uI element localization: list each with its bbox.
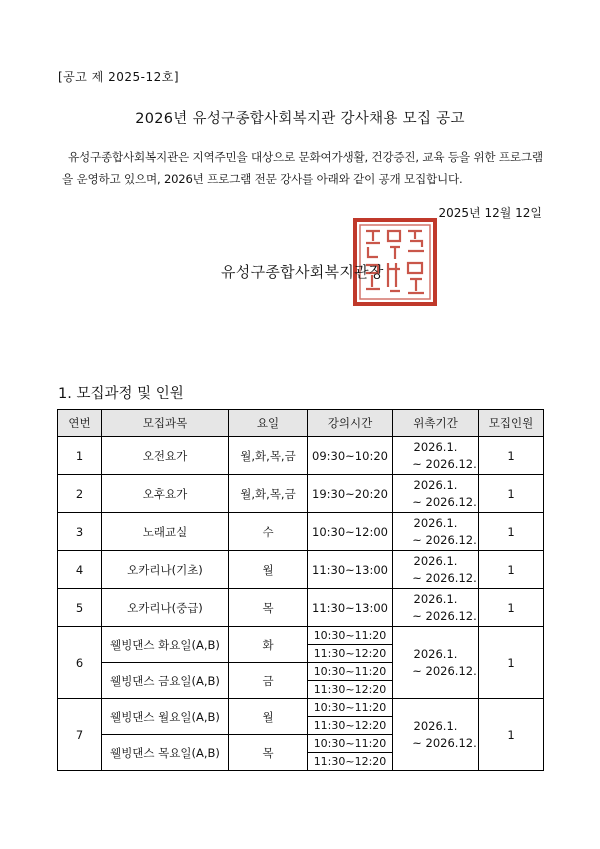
row-no: 3 [58,513,102,551]
row-subject: 웰빙댄스 월요일(A,B) [102,699,229,735]
row-subject: 오후요가 [102,475,229,513]
table-row [58,513,544,551]
row-time: 10:30~12:00 [308,513,393,551]
notice-number: [공고 제 2025-12호] [58,70,179,84]
table-row [58,627,544,645]
period-end: ~ 2026.12. [412,663,477,678]
period-start: 2026.1. [413,553,458,568]
period-start: 2026.1. [413,646,458,661]
header-days: 요일 [229,410,308,437]
row-time: 11:30~12:20 [308,753,393,771]
header-count: 모집인원 [479,410,544,437]
header-subject: 모집과목 [102,410,229,437]
period-start: 2026.1. [413,718,458,733]
row-subject: 오카리나(기초) [102,551,229,589]
row-count: 1 [479,475,544,513]
row-count: 1 [479,627,544,699]
period-end: ~ 2026.12. [412,608,477,623]
row-count: 1 [479,551,544,589]
row-count: 1 [479,589,544,627]
row-subject: 웰빙댄스 목요일(A,B) [102,735,229,771]
recruitment-table [57,409,544,771]
header-time: 강의시간 [308,410,393,437]
row-days: 수 [229,513,308,551]
section-title: 1. 모집과정 및 인원 [58,386,184,402]
issuer-name: 유성구종합사회복지관장 [221,263,384,281]
row-time: 10:30~11:20 [308,735,393,753]
period-end: ~ 2026.12. [412,456,477,471]
row-time: 19:30~20:20 [308,475,393,513]
header-no: 연번 [58,410,102,437]
table-row [58,475,544,513]
document-date: 2025년 12월 12일 [438,206,542,220]
period-end: ~ 2026.12. [412,494,477,509]
row-days: 화 [229,627,308,663]
row-days: 목 [229,735,308,771]
row-no: 7 [58,699,102,771]
period-start: 2026.1. [413,591,458,606]
table-header-row [58,410,544,437]
row-count: 1 [479,513,544,551]
row-no: 6 [58,627,102,699]
row-subject: 오카리나(중급) [102,589,229,627]
row-time: 11:30~13:00 [308,551,393,589]
row-time: 11:30~12:20 [308,645,393,663]
row-days: 월,화,목,금 [229,475,308,513]
period-start: 2026.1. [413,477,458,492]
row-count: 1 [479,699,544,771]
row-time: 11:30~12:20 [308,681,393,699]
row-days: 월,화,목,금 [229,437,308,475]
row-period [393,437,479,475]
row-period [393,475,479,513]
row-days: 월 [229,699,308,735]
row-days: 금 [229,663,308,699]
table-row [58,437,544,475]
row-time: 10:30~11:20 [308,627,393,645]
row-subject: 웰빙댄스 화요일(A,B) [102,627,229,663]
row-period [393,699,479,771]
row-no: 1 [58,437,102,475]
row-period [393,589,479,627]
period-end: ~ 2026.12. [412,570,477,585]
row-period [393,513,479,551]
row-subject: 노래교실 [102,513,229,551]
row-no: 4 [58,551,102,589]
row-days: 목 [229,589,308,627]
row-period [393,627,479,699]
period-start: 2026.1. [413,515,458,530]
row-time: 10:30~11:20 [308,663,393,681]
table-row [58,699,544,717]
row-no: 5 [58,589,102,627]
row-time: 09:30~10:20 [308,437,393,475]
row-subject: 오전요가 [102,437,229,475]
header-period: 위촉기간 [393,410,479,437]
row-subject: 웰빙댄스 금요일(A,B) [102,663,229,699]
period-end: ~ 2026.12. [412,532,477,547]
period-start: 2026.1. [413,439,458,454]
row-time: 11:30~12:20 [308,717,393,735]
table-row [58,589,544,627]
row-days: 월 [229,551,308,589]
row-time: 11:30~13:00 [308,589,393,627]
row-no: 2 [58,475,102,513]
table-row [58,551,544,589]
row-time: 10:30~11:20 [308,699,393,717]
row-period [393,551,479,589]
intro-paragraph: 유성구종합사회복지관은 지역주민을 대상으로 문화여가생활, 건강증진, 교육 등을 위한 프로그램을 운영하고 있으며, 2026년 프로그램 전문 강사를 아래와 같이 공개 모집합니다. [62,150,543,186]
row-count: 1 [479,437,544,475]
document-title: 2026년 유성구종합사회복지관 강사채용 모집 공고 [135,111,465,127]
period-end: ~ 2026.12. [412,735,477,750]
